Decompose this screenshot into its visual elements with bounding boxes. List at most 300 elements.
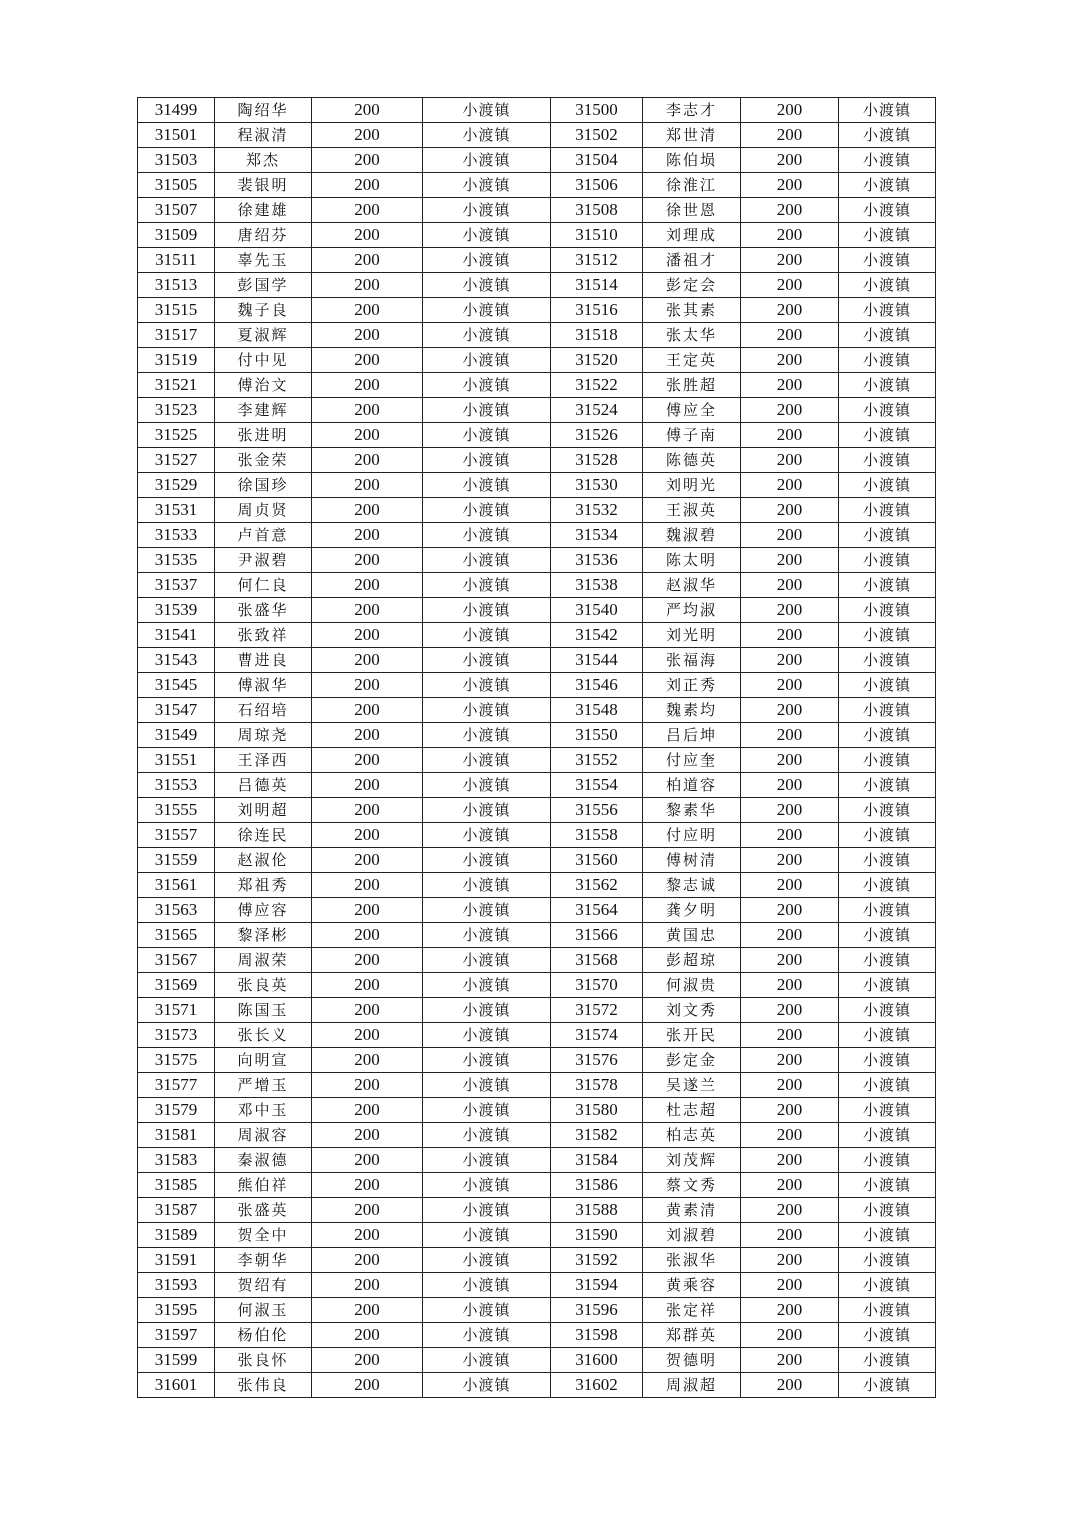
amount-cell: 200 — [741, 248, 839, 273]
roster-body — [138, 98, 936, 1398]
table-row — [138, 773, 936, 798]
amount-cell: 200 — [741, 1098, 839, 1123]
name-cell: 陶绍华 — [215, 98, 312, 123]
id-cell: 31582 — [551, 1123, 643, 1148]
name-cell: 夏淑辉 — [215, 323, 312, 348]
amount-cell: 200 — [312, 1223, 423, 1248]
town-cell: 小渡镇 — [839, 1348, 936, 1373]
name-cell: 贺全中 — [215, 1223, 312, 1248]
id-cell: 31574 — [551, 1023, 643, 1048]
town-cell: 小渡镇 — [423, 323, 551, 348]
amount-cell: 200 — [741, 173, 839, 198]
town-cell: 小渡镇 — [839, 198, 936, 223]
id-cell: 31547 — [138, 698, 215, 723]
name-cell: 杨伯伦 — [215, 1323, 312, 1348]
amount-cell: 200 — [312, 623, 423, 648]
amount-cell: 200 — [741, 448, 839, 473]
amount-cell: 200 — [312, 1148, 423, 1173]
id-cell: 31564 — [551, 898, 643, 923]
name-cell: 徐连民 — [215, 823, 312, 848]
table-row — [138, 323, 936, 348]
name-cell: 张良怀 — [215, 1348, 312, 1373]
amount-cell: 200 — [312, 973, 423, 998]
name-cell: 陈德英 — [643, 448, 741, 473]
roster-table — [137, 97, 936, 1398]
name-cell: 严均淑 — [643, 598, 741, 623]
amount-cell: 200 — [741, 798, 839, 823]
town-cell: 小渡镇 — [839, 1298, 936, 1323]
town-cell: 小渡镇 — [839, 948, 936, 973]
name-cell: 王定英 — [643, 348, 741, 373]
town-cell: 小渡镇 — [839, 1373, 936, 1398]
id-cell: 31595 — [138, 1298, 215, 1323]
table-row — [138, 1248, 936, 1273]
id-cell: 31526 — [551, 423, 643, 448]
name-cell: 徐建雄 — [215, 198, 312, 223]
table-row — [138, 423, 936, 448]
town-cell: 小渡镇 — [839, 1023, 936, 1048]
town-cell: 小渡镇 — [839, 923, 936, 948]
name-cell: 徐国珍 — [215, 473, 312, 498]
name-cell: 陈伯埙 — [643, 148, 741, 173]
name-cell: 张胜超 — [643, 373, 741, 398]
id-cell: 31520 — [551, 348, 643, 373]
name-cell: 魏子良 — [215, 298, 312, 323]
name-cell: 张定祥 — [643, 1298, 741, 1323]
town-cell: 小渡镇 — [839, 1223, 936, 1248]
name-cell: 张盛华 — [215, 598, 312, 623]
table-row — [138, 848, 936, 873]
table-row — [138, 498, 936, 523]
town-cell: 小渡镇 — [423, 1223, 551, 1248]
id-cell: 31539 — [138, 598, 215, 623]
town-cell: 小渡镇 — [839, 998, 936, 1023]
amount-cell: 200 — [741, 673, 839, 698]
name-cell: 石绍培 — [215, 698, 312, 723]
table-row — [138, 1223, 936, 1248]
id-cell: 31581 — [138, 1123, 215, 1148]
id-cell: 31512 — [551, 248, 643, 273]
name-cell: 裴银明 — [215, 173, 312, 198]
town-cell: 小渡镇 — [839, 1073, 936, 1098]
name-cell: 杜志超 — [643, 1098, 741, 1123]
name-cell: 张太华 — [643, 323, 741, 348]
id-cell: 31596 — [551, 1298, 643, 1323]
table-row — [138, 1323, 936, 1348]
amount-cell: 200 — [741, 1148, 839, 1173]
amount-cell: 200 — [312, 648, 423, 673]
id-cell: 31509 — [138, 223, 215, 248]
id-cell: 31554 — [551, 773, 643, 798]
name-cell: 贺德明 — [643, 1348, 741, 1373]
town-cell: 小渡镇 — [839, 1198, 936, 1223]
amount-cell: 200 — [741, 348, 839, 373]
town-cell: 小渡镇 — [839, 598, 936, 623]
name-cell: 邓中玉 — [215, 1098, 312, 1123]
id-cell: 31561 — [138, 873, 215, 898]
id-cell: 31548 — [551, 698, 643, 723]
name-cell: 刘正秀 — [643, 673, 741, 698]
amount-cell: 200 — [312, 473, 423, 498]
id-cell: 31550 — [551, 723, 643, 748]
id-cell: 31577 — [138, 1073, 215, 1098]
amount-cell: 200 — [741, 198, 839, 223]
amount-cell: 200 — [741, 223, 839, 248]
name-cell: 潘祖才 — [643, 248, 741, 273]
name-cell: 赵淑华 — [643, 573, 741, 598]
town-cell: 小渡镇 — [423, 848, 551, 873]
table-row — [138, 923, 936, 948]
town-cell: 小渡镇 — [423, 773, 551, 798]
amount-cell: 200 — [312, 148, 423, 173]
table-row — [138, 123, 936, 148]
amount-cell: 200 — [312, 398, 423, 423]
name-cell: 付应明 — [643, 823, 741, 848]
town-cell: 小渡镇 — [839, 823, 936, 848]
amount-cell: 200 — [741, 748, 839, 773]
amount-cell: 200 — [741, 498, 839, 523]
id-cell: 31519 — [138, 348, 215, 373]
table-row — [138, 1048, 936, 1073]
town-cell: 小渡镇 — [423, 1298, 551, 1323]
name-cell: 周淑荣 — [215, 948, 312, 973]
amount-cell: 200 — [741, 1048, 839, 1073]
town-cell: 小渡镇 — [839, 798, 936, 823]
amount-cell: 200 — [741, 973, 839, 998]
table-row — [138, 1298, 936, 1323]
town-cell: 小渡镇 — [839, 723, 936, 748]
id-cell: 31559 — [138, 848, 215, 873]
table-row — [138, 1198, 936, 1223]
name-cell: 傅应容 — [215, 898, 312, 923]
town-cell: 小渡镇 — [423, 248, 551, 273]
id-cell: 31588 — [551, 1198, 643, 1223]
id-cell: 31546 — [551, 673, 643, 698]
amount-cell: 200 — [312, 223, 423, 248]
name-cell: 李志才 — [643, 98, 741, 123]
name-cell: 王淑英 — [643, 498, 741, 523]
id-cell: 31553 — [138, 773, 215, 798]
table-row — [138, 748, 936, 773]
town-cell: 小渡镇 — [423, 1248, 551, 1273]
town-cell: 小渡镇 — [423, 123, 551, 148]
amount-cell: 200 — [312, 1173, 423, 1198]
id-cell: 31543 — [138, 648, 215, 673]
id-cell: 31533 — [138, 523, 215, 548]
town-cell: 小渡镇 — [423, 273, 551, 298]
name-cell: 张其素 — [643, 298, 741, 323]
table-row — [138, 598, 936, 623]
town-cell: 小渡镇 — [423, 798, 551, 823]
id-cell: 31597 — [138, 1323, 215, 1348]
name-cell: 程淑清 — [215, 123, 312, 148]
table-row — [138, 1173, 936, 1198]
id-cell: 31557 — [138, 823, 215, 848]
name-cell: 张福海 — [643, 648, 741, 673]
name-cell: 刘淑碧 — [643, 1223, 741, 1248]
table-row — [138, 398, 936, 423]
name-cell: 熊伯祥 — [215, 1173, 312, 1198]
name-cell: 周淑超 — [643, 1373, 741, 1398]
amount-cell: 200 — [312, 373, 423, 398]
id-cell: 31524 — [551, 398, 643, 423]
id-cell: 31593 — [138, 1273, 215, 1298]
amount-cell: 200 — [312, 773, 423, 798]
amount-cell: 200 — [312, 123, 423, 148]
amount-cell: 200 — [312, 323, 423, 348]
id-cell: 31508 — [551, 198, 643, 223]
town-cell: 小渡镇 — [839, 623, 936, 648]
town-cell: 小渡镇 — [839, 323, 936, 348]
table-row — [138, 1073, 936, 1098]
amount-cell: 200 — [741, 948, 839, 973]
table-row — [138, 798, 936, 823]
town-cell: 小渡镇 — [423, 1123, 551, 1148]
name-cell: 徐世恩 — [643, 198, 741, 223]
name-cell: 陈太明 — [643, 548, 741, 573]
town-cell: 小渡镇 — [839, 898, 936, 923]
town-cell: 小渡镇 — [423, 1323, 551, 1348]
name-cell: 何淑玉 — [215, 1298, 312, 1323]
amount-cell: 200 — [312, 498, 423, 523]
name-cell: 张盛英 — [215, 1198, 312, 1223]
name-cell: 黄乘容 — [643, 1273, 741, 1298]
amount-cell: 200 — [741, 1298, 839, 1323]
town-cell: 小渡镇 — [839, 1248, 936, 1273]
table-row — [138, 248, 936, 273]
town-cell: 小渡镇 — [839, 698, 936, 723]
id-cell: 31568 — [551, 948, 643, 973]
table-row — [138, 148, 936, 173]
id-cell: 31551 — [138, 748, 215, 773]
amount-cell: 200 — [741, 698, 839, 723]
amount-cell: 200 — [741, 373, 839, 398]
table-row — [138, 473, 936, 498]
amount-cell: 200 — [741, 723, 839, 748]
amount-cell: 200 — [312, 173, 423, 198]
id-cell: 31521 — [138, 373, 215, 398]
id-cell: 31560 — [551, 848, 643, 873]
name-cell: 何淑贵 — [643, 973, 741, 998]
name-cell: 张长义 — [215, 1023, 312, 1048]
amount-cell: 200 — [312, 198, 423, 223]
id-cell: 31594 — [551, 1273, 643, 1298]
amount-cell: 200 — [312, 723, 423, 748]
town-cell: 小渡镇 — [423, 998, 551, 1023]
name-cell: 郑世清 — [643, 123, 741, 148]
amount-cell: 200 — [312, 798, 423, 823]
name-cell: 魏素均 — [643, 698, 741, 723]
id-cell: 31534 — [551, 523, 643, 548]
id-cell: 31586 — [551, 1173, 643, 1198]
id-cell: 31558 — [551, 823, 643, 848]
amount-cell: 200 — [312, 423, 423, 448]
table-row — [138, 1123, 936, 1148]
amount-cell: 200 — [741, 1248, 839, 1273]
town-cell: 小渡镇 — [423, 298, 551, 323]
name-cell: 傅应全 — [643, 398, 741, 423]
town-cell: 小渡镇 — [423, 1373, 551, 1398]
town-cell: 小渡镇 — [423, 1073, 551, 1098]
town-cell: 小渡镇 — [423, 1348, 551, 1373]
id-cell: 31572 — [551, 998, 643, 1023]
amount-cell: 200 — [312, 523, 423, 548]
name-cell: 傅子南 — [643, 423, 741, 448]
table-row — [138, 273, 936, 298]
name-cell: 黎志诚 — [643, 873, 741, 898]
town-cell: 小渡镇 — [839, 1098, 936, 1123]
id-cell: 31585 — [138, 1173, 215, 1198]
town-cell: 小渡镇 — [839, 1323, 936, 1348]
town-cell: 小渡镇 — [423, 348, 551, 373]
id-cell: 31516 — [551, 298, 643, 323]
amount-cell: 200 — [741, 398, 839, 423]
town-cell: 小渡镇 — [839, 973, 936, 998]
table-row — [138, 1148, 936, 1173]
name-cell: 刘光明 — [643, 623, 741, 648]
name-cell: 傅治文 — [215, 373, 312, 398]
town-cell: 小渡镇 — [423, 498, 551, 523]
amount-cell: 200 — [741, 648, 839, 673]
name-cell: 周淑容 — [215, 1123, 312, 1148]
town-cell: 小渡镇 — [839, 298, 936, 323]
name-cell: 辜先玉 — [215, 248, 312, 273]
id-cell: 31542 — [551, 623, 643, 648]
table-row — [138, 298, 936, 323]
table-row — [138, 1098, 936, 1123]
amount-cell: 200 — [741, 998, 839, 1023]
table-row — [138, 198, 936, 223]
id-cell: 31562 — [551, 873, 643, 898]
id-cell: 31499 — [138, 98, 215, 123]
table-row — [138, 948, 936, 973]
id-cell: 31535 — [138, 548, 215, 573]
table-row — [138, 548, 936, 573]
amount-cell: 200 — [312, 548, 423, 573]
amount-cell: 200 — [741, 1323, 839, 1348]
name-cell: 郑杰 — [215, 148, 312, 173]
town-cell: 小渡镇 — [423, 398, 551, 423]
table-row — [138, 523, 936, 548]
amount-cell: 200 — [741, 1348, 839, 1373]
id-cell: 31545 — [138, 673, 215, 698]
name-cell: 吕德英 — [215, 773, 312, 798]
town-cell: 小渡镇 — [839, 773, 936, 798]
id-cell: 31549 — [138, 723, 215, 748]
name-cell: 彭定金 — [643, 1048, 741, 1073]
id-cell: 31536 — [551, 548, 643, 573]
amount-cell: 200 — [741, 1173, 839, 1198]
id-cell: 31601 — [138, 1373, 215, 1398]
town-cell: 小渡镇 — [839, 673, 936, 698]
name-cell: 柏道容 — [643, 773, 741, 798]
amount-cell: 200 — [312, 348, 423, 373]
town-cell: 小渡镇 — [423, 1273, 551, 1298]
amount-cell: 200 — [312, 1348, 423, 1373]
name-cell: 傅树清 — [643, 848, 741, 873]
town-cell: 小渡镇 — [423, 223, 551, 248]
name-cell: 陈国玉 — [215, 998, 312, 1023]
table-row — [138, 98, 936, 123]
town-cell: 小渡镇 — [423, 148, 551, 173]
table-row — [138, 623, 936, 648]
id-cell: 31573 — [138, 1023, 215, 1048]
id-cell: 31584 — [551, 1148, 643, 1173]
table-row — [138, 898, 936, 923]
id-cell: 31563 — [138, 898, 215, 923]
amount-cell: 200 — [741, 298, 839, 323]
name-cell: 黄国忠 — [643, 923, 741, 948]
town-cell: 小渡镇 — [423, 948, 551, 973]
name-cell: 张致祥 — [215, 623, 312, 648]
amount-cell: 200 — [741, 823, 839, 848]
town-cell: 小渡镇 — [423, 373, 551, 398]
id-cell: 31502 — [551, 123, 643, 148]
table-row — [138, 448, 936, 473]
town-cell: 小渡镇 — [839, 748, 936, 773]
amount-cell: 200 — [312, 748, 423, 773]
name-cell: 付应奎 — [643, 748, 741, 773]
town-cell: 小渡镇 — [839, 573, 936, 598]
amount-cell: 200 — [741, 1373, 839, 1398]
name-cell: 黄素清 — [643, 1198, 741, 1223]
name-cell: 傅淑华 — [215, 673, 312, 698]
name-cell: 刘明光 — [643, 473, 741, 498]
id-cell: 31592 — [551, 1248, 643, 1273]
table-row — [138, 1273, 936, 1298]
id-cell: 31579 — [138, 1098, 215, 1123]
table-row — [138, 648, 936, 673]
id-cell: 31602 — [551, 1373, 643, 1398]
town-cell: 小渡镇 — [839, 498, 936, 523]
town-cell: 小渡镇 — [423, 198, 551, 223]
name-cell: 龚夕明 — [643, 898, 741, 923]
id-cell: 31541 — [138, 623, 215, 648]
town-cell: 小渡镇 — [423, 573, 551, 598]
id-cell: 31511 — [138, 248, 215, 273]
name-cell: 彭定会 — [643, 273, 741, 298]
id-cell: 31580 — [551, 1098, 643, 1123]
town-cell: 小渡镇 — [839, 173, 936, 198]
id-cell: 31501 — [138, 123, 215, 148]
table-row — [138, 348, 936, 373]
id-cell: 31506 — [551, 173, 643, 198]
name-cell: 张开民 — [643, 1023, 741, 1048]
id-cell: 31571 — [138, 998, 215, 1023]
town-cell: 小渡镇 — [839, 1273, 936, 1298]
town-cell: 小渡镇 — [839, 348, 936, 373]
name-cell: 张金荣 — [215, 448, 312, 473]
amount-cell: 200 — [741, 1198, 839, 1223]
name-cell: 张伟良 — [215, 1373, 312, 1398]
amount-cell: 200 — [741, 898, 839, 923]
name-cell: 贺绍有 — [215, 1273, 312, 1298]
town-cell: 小渡镇 — [839, 1123, 936, 1148]
id-cell: 31515 — [138, 298, 215, 323]
name-cell: 黎泽彬 — [215, 923, 312, 948]
id-cell: 31544 — [551, 648, 643, 673]
amount-cell: 200 — [312, 848, 423, 873]
id-cell: 31570 — [551, 973, 643, 998]
amount-cell: 200 — [741, 773, 839, 798]
document-page — [137, 97, 935, 1398]
id-cell: 31525 — [138, 423, 215, 448]
town-cell: 小渡镇 — [423, 823, 551, 848]
id-cell: 31514 — [551, 273, 643, 298]
name-cell: 黎素华 — [643, 798, 741, 823]
id-cell: 31598 — [551, 1323, 643, 1348]
town-cell: 小渡镇 — [839, 1148, 936, 1173]
